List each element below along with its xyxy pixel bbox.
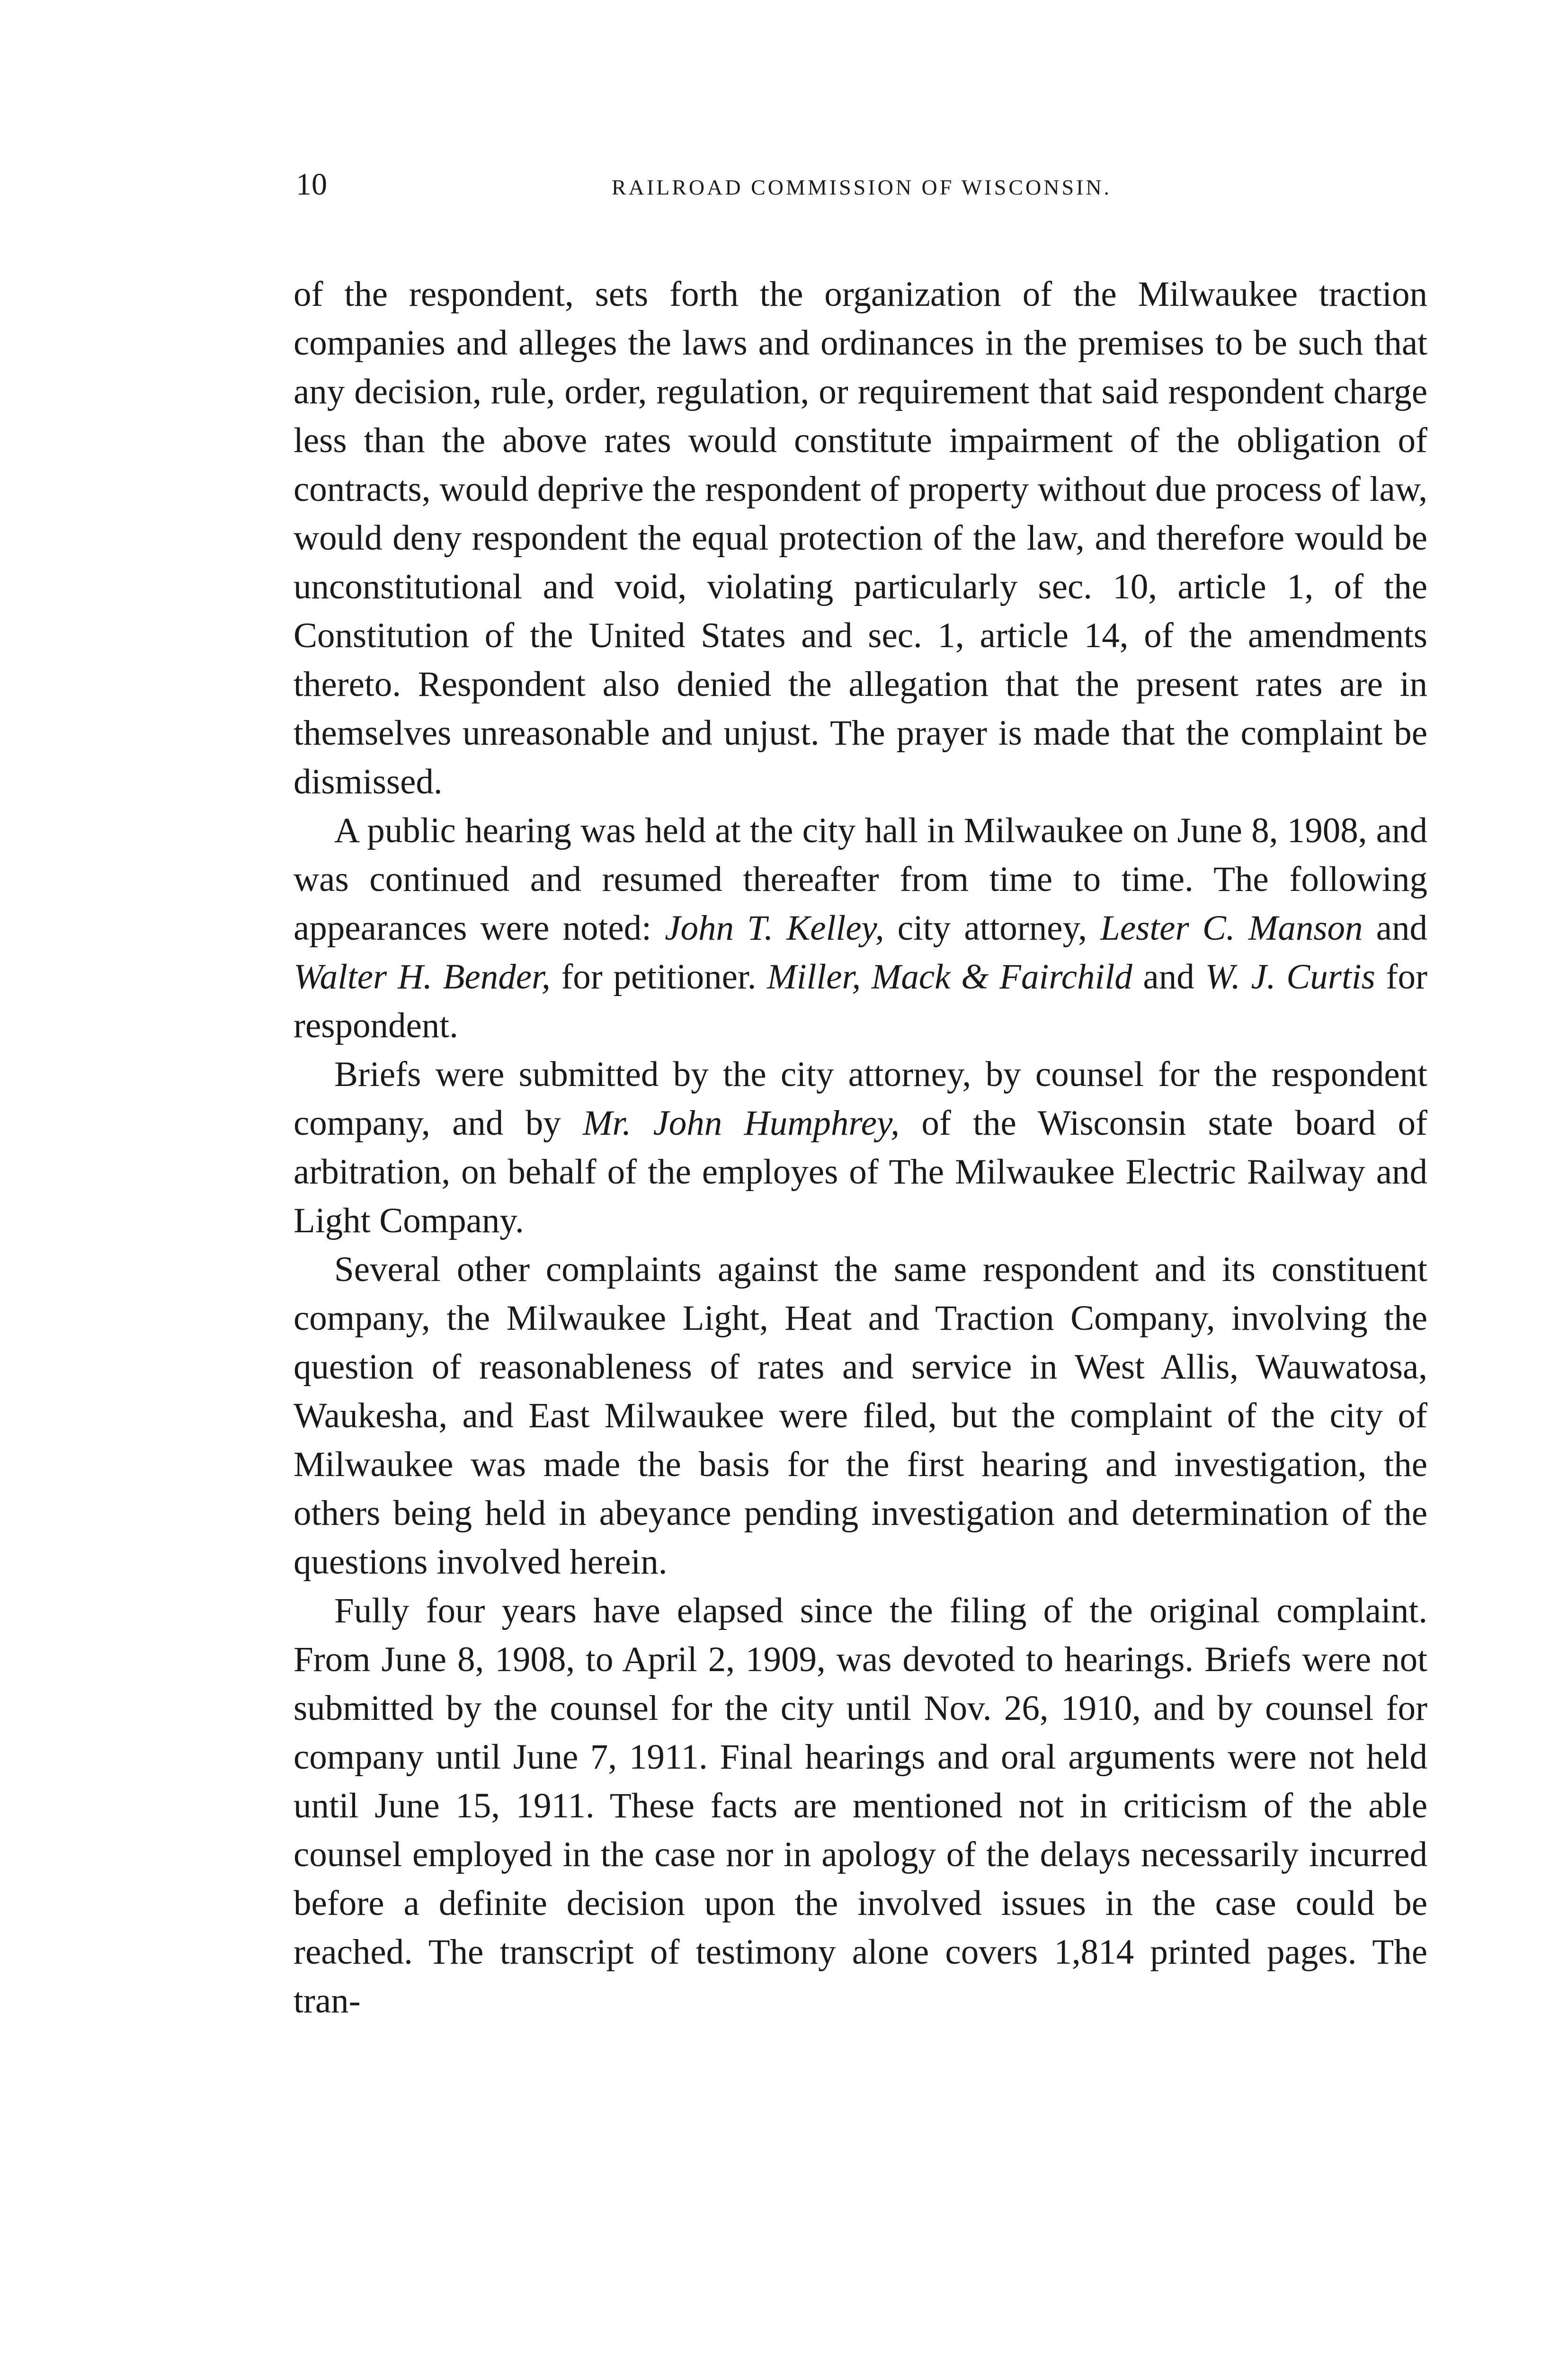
paragraph-text: of the respondent, sets forth the organization of the Milwaukee traction companies and alleges the laws and ordinances in the premises to be such that any decision, rule, order, regulation, or requirement that said respondent charge less than the above rates would constitute impairment of the obligation of contracts, would deprive the respondent of property without due process of law, would deny respondent the equal protection of the law, and therefore would be unconstitutional and void, violating particularly sec. 10, article 1, of the Constitution of the United States and sec. 1, article 14, of the amendments thereto. Respondent also denied the allegation that the present rates are in themselves unreasonable and unjust. The prayer is made that the complaint be dismissed.: [294, 275, 1427, 801]
paragraph-text: Briefs were submitted by the city attorney, by counsel for the respondent company, and by: [294, 1055, 1427, 1143]
paragraph-briefs: [294, 1050, 1427, 1245]
paragraph-text: city attorney,: [884, 908, 1101, 948]
paragraph-text: Fully four years have elapsed since the filing of the original complaint. From June 8, 1908, to April 2, 1909, was devoted to hearings. Briefs were not submitted by the counsel for the city until Nov. 26, 1910, and by counsel for company until June 7, 1911. Final hearings and oral arguments were not held until June 15, 1911. These facts are mentioned not in criticism of the able counsel employed in the case nor in apology of the delays necessarily incurred before a definite decision upon the involved issues in the case could be reached. The transcript of testimony alone covers 1,814 printed pages. The tran-: [294, 1591, 1427, 2020]
paragraph-text: of the Wisconsin state board of arbitration, on behalf of the employes of The Milwaukee Electric Railway and Light Company.: [294, 1103, 1427, 1240]
paragraph-text: A public hearing was held at the city hall in Milwaukee on June 8, 1908, and was continued and resumed thereafter from time to time. The following appearances were noted:: [294, 811, 1427, 948]
law-firm-name: Miller, Mack & Fairchild: [767, 957, 1132, 997]
attorney-name: John T. Kelley,: [665, 908, 884, 948]
body-text: [294, 270, 1427, 2025]
page-number: 10: [296, 167, 327, 202]
attorney-name: W. J. Curtis: [1205, 957, 1375, 997]
paragraph-text: Several other complaints against the same respondent and its constituent company, the Milwaukee Light, Heat and Traction Company, involving the question of reasonableness of rates and service in West Allis, Wauwatosa, Waukesha, and East Milwaukee were filed, but the complaint of the city of Milwaukee was made the basis for the first hearing and investigation, the others being held in abeyance pending investigation and determination of the questions involved herein.: [294, 1250, 1427, 1582]
running-head: [296, 163, 1427, 206]
person-name: Mr. John Humphrey,: [583, 1103, 900, 1143]
attorney-name: Walter H. Bender,: [294, 957, 551, 997]
paragraph-other-complaints: [294, 1245, 1427, 1586]
paragraph-timeline: [294, 1586, 1427, 2025]
paragraph-text: for respondent.: [294, 957, 1427, 1045]
running-title: RAILROAD COMMISSION OF WISCONSIN.: [611, 175, 1112, 199]
paragraph-text: for petitioner.: [550, 957, 767, 997]
paragraph-continued: [294, 270, 1427, 806]
paragraph-hearing: [294, 806, 1427, 1050]
paragraph-text: and: [1363, 908, 1427, 948]
attorney-name: Lester C. Manson: [1100, 908, 1363, 948]
paragraph-text: and: [1132, 957, 1205, 997]
